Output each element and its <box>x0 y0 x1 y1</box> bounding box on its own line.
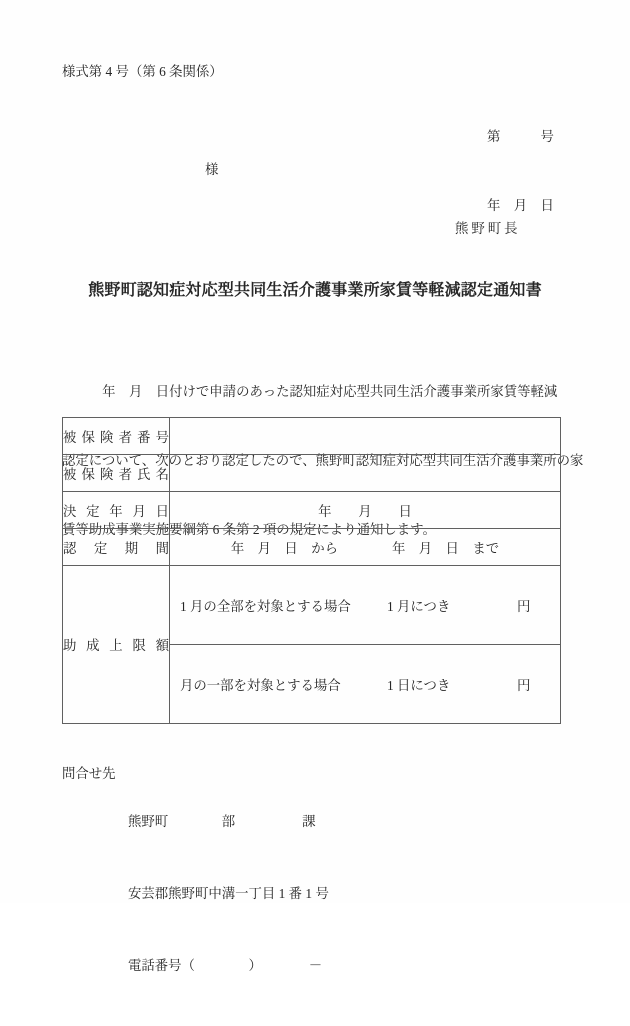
contact-label: 問合せ先 <box>62 766 116 781</box>
doc-date: 年 月 日 <box>487 198 554 213</box>
body-line-1: 年 月 日付けで申請のあった認知症対応型共同生活介護事業所家賃等軽減 <box>62 384 558 399</box>
certification-period-range <box>170 538 560 557</box>
body-line-3: 賃等助成事業実施要綱第 6 条第 2 項の規定により通知します。 <box>62 522 436 537</box>
contact-details <box>128 762 329 1026</box>
contact-phone: 電話番号（ ） － <box>128 958 323 973</box>
contact-office: 熊野町 部 課 <box>128 814 316 829</box>
contact-block <box>62 762 329 1026</box>
contact-address: 安芸郡熊野町中溝一丁目 1 番 1 号 <box>128 886 329 901</box>
subsidy-partial-month-unit: 1 日につき <box>387 677 451 693</box>
subsidy-full-month-condition: 1 月の全部を対象とする場合 <box>180 598 351 614</box>
insured-number-value <box>170 418 561 455</box>
insured-name-label: 被保険者氏名 <box>63 455 170 492</box>
insured-name-value <box>170 455 561 492</box>
sender-name: 熊野町長 <box>455 221 521 236</box>
decision-date-value: 年 月 日 <box>170 492 561 529</box>
subsidy-full-month-unit: 1 月につき <box>387 598 451 614</box>
table-row-subsidy-full-month <box>63 566 561 645</box>
table-row-insured-number <box>63 418 561 455</box>
subsidy-limit-label: 助成上限額 <box>63 566 170 724</box>
certification-period-value <box>170 529 561 566</box>
subsidy-partial-month-condition: 月の一部を対象とする場合 <box>180 677 341 693</box>
period-to: 年 月 日 まで <box>392 540 500 556</box>
period-from: 年 月 日 から <box>230 540 338 556</box>
table-row-insured-name <box>63 455 561 492</box>
subsidy-partial-month-line <box>170 675 560 694</box>
table-row-decision-date <box>63 492 561 529</box>
addressee-suffix: 様 <box>205 162 219 177</box>
form-number: 様式第 4 号（第 6 条関係） <box>62 64 223 79</box>
subsidy-partial-month-value <box>170 645 561 724</box>
body-line-2: 認定について、次のとおり認定したので、熊野町認知症対応型共同生活介護事業所の家 <box>62 453 584 468</box>
doc-number: 第 号 <box>487 129 554 144</box>
certification-period-label: 認定期間 <box>63 529 170 566</box>
insured-number-label: 被保険者番号 <box>63 418 170 455</box>
certification-table <box>62 417 561 724</box>
subsidy-full-month-value <box>170 566 561 645</box>
document-title: 熊野町認知症対応型共同生活介護事業所家賃等軽減認定通知書 <box>88 282 542 299</box>
subsidy-full-month-currency: 円 <box>517 598 531 614</box>
subsidy-partial-month-currency: 円 <box>517 677 531 693</box>
subsidy-full-month-line <box>170 596 560 615</box>
table-row-certification-period <box>63 529 561 566</box>
decision-date-label: 決定年月日 <box>63 492 170 529</box>
